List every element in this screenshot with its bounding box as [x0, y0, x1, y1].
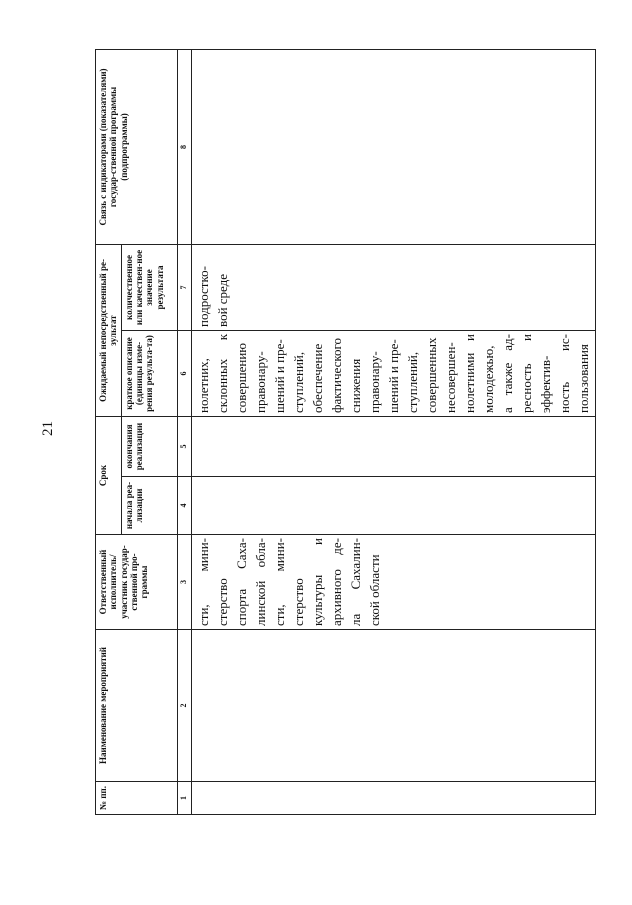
header-activity-name: Наименование мероприятий — [96, 630, 178, 782]
description-line: ступлений, — [404, 351, 420, 413]
cell-result-value — [191, 244, 595, 330]
column-number-7: 7 — [177, 244, 191, 330]
description-line: фактического — [328, 337, 344, 413]
header-end: окончания реализации — [121, 416, 177, 476]
column-number-8: 8 — [177, 49, 191, 244]
responsible-line: стерство — [290, 578, 306, 626]
description-line: совершенных — [423, 337, 439, 413]
activities-table — [95, 49, 596, 815]
cell-end — [191, 416, 595, 476]
description-line: а также ад- — [499, 333, 515, 413]
cell-start — [191, 477, 595, 535]
header-number: № пп. — [96, 782, 178, 815]
description-line: склонных к — [214, 333, 230, 413]
result-line: подростко- — [195, 266, 211, 327]
description-line: снижения — [347, 358, 363, 413]
header-start: начала реа-лизации — [121, 477, 177, 535]
description-line: ность ис- — [556, 333, 572, 413]
responsible-line: спорта Саха- — [233, 538, 249, 626]
header-term: Срок — [96, 416, 122, 534]
cell-responsible — [191, 535, 595, 630]
description-line: совершению — [233, 342, 249, 413]
column-number-1: 1 — [177, 782, 191, 815]
header-responsible: Ответственный исполнитель/ участник государ-ственной про-граммы — [96, 535, 178, 630]
responsible-line: сти, мини- — [271, 538, 287, 626]
description-line: несовершен- — [442, 342, 458, 413]
description-line: шений и пре- — [385, 339, 401, 413]
responsible-line: архивного де- — [328, 538, 344, 626]
description-line: молодежью, — [480, 345, 496, 413]
column-number-5: 5 — [177, 416, 191, 476]
responsible-line: сти, мини- — [195, 538, 211, 626]
rotated-table-container — [95, 50, 591, 815]
description-line: нолетних, — [195, 358, 211, 413]
header-short-description: краткое описание (единицы изме-рения результа-та) — [121, 330, 177, 416]
header-indicators-link: Связь с индикаторами (показателями) государ-ственной программы (подпрограммы) — [96, 49, 178, 244]
description-line: шений и пре- — [271, 339, 287, 413]
page-number: 21 — [40, 421, 56, 436]
column-number-2: 2 — [177, 630, 191, 782]
result-line: вой среде — [214, 273, 230, 327]
description-line: ступлений, — [290, 351, 306, 413]
header-result-value: количественное или качествен-ное значение результата — [121, 244, 177, 330]
cell-number — [191, 782, 595, 815]
description-line: ресность и — [518, 333, 534, 413]
description-line: правонару- — [252, 351, 268, 413]
description-line: правонару- — [366, 351, 382, 413]
column-number-4: 4 — [177, 477, 191, 535]
description-line: нолетними и — [461, 333, 477, 413]
cell-activity-name — [191, 630, 595, 782]
description-line: обеспечение — [309, 343, 325, 413]
responsible-line: стерство — [214, 578, 230, 626]
column-number-3: 3 — [177, 535, 191, 630]
description-line: пользования — [575, 344, 591, 413]
column-number-6: 6 — [177, 330, 191, 416]
responsible-line: ской области — [366, 554, 382, 626]
responsible-line: линской обла- — [252, 538, 268, 626]
cell-short-description — [191, 330, 595, 416]
responsible-line: культуры и — [309, 538, 325, 626]
header-expected-result: Ожидаемый непосредственный ре-зультат — [96, 244, 122, 416]
responsible-line: ла Сахалин- — [347, 538, 363, 626]
description-line: эффектив- — [537, 355, 553, 413]
cell-indicators-link — [191, 49, 595, 244]
